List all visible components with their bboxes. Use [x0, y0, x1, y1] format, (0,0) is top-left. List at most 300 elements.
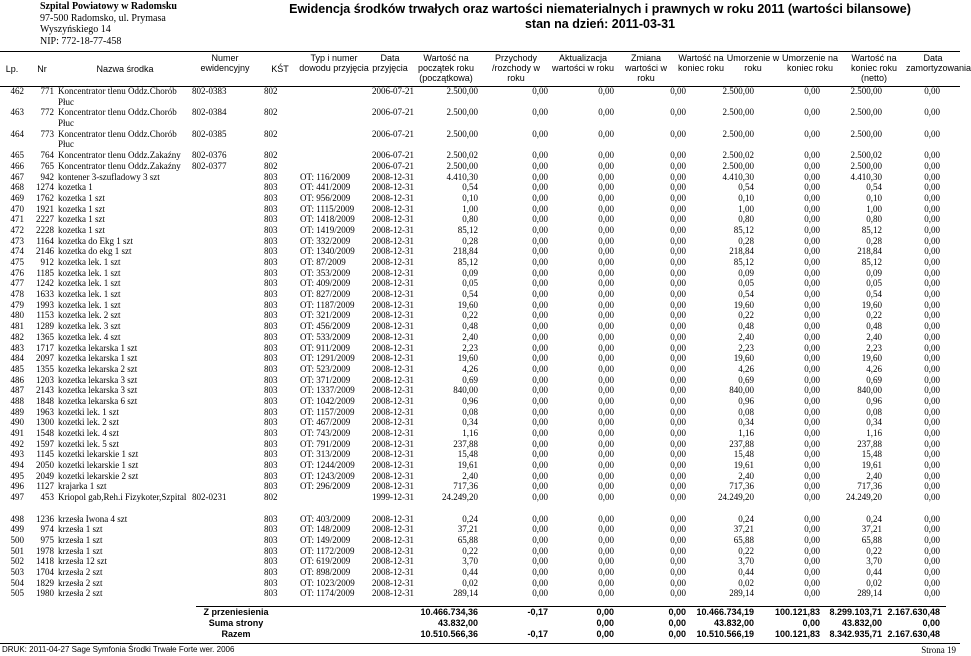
cell-name: kozetki lek. 1 szt: [58, 406, 119, 417]
cell-v4: 0,00: [670, 534, 686, 545]
cell-v2: 0,00: [532, 577, 548, 588]
cell-kst: 803: [264, 278, 278, 289]
col-v5: Wartość na koniec roku: [677, 53, 725, 73]
cell-v1: 2.500,00: [446, 128, 478, 139]
document-title: [240, 2, 960, 32]
cell-date: 2008-12-31: [372, 299, 414, 310]
cell-v7: 0,96: [866, 395, 882, 406]
cell-v2: 0,00: [532, 310, 548, 321]
cell-name: krzesła 1 szt: [58, 545, 103, 556]
cell-kst: 802: [264, 128, 278, 139]
cell-lp: 477: [10, 278, 24, 289]
cell-typ: OT: 441/2009: [300, 182, 351, 193]
col-v9: Data zamortyzowania: [906, 53, 971, 73]
cell-v7: 218,84: [857, 246, 882, 257]
cell-v3: 0,00: [598, 534, 614, 545]
cell-v6: 0,00: [804, 374, 820, 385]
summary-v4: 0,00: [668, 629, 686, 639]
cell-v3: 0,00: [598, 342, 614, 353]
cell-name: Koncentrator tlenu Oddz.Zakaźny: [58, 150, 181, 161]
cell-v1: 0,28: [462, 235, 478, 246]
cell-kst: 803: [264, 470, 278, 481]
summary-v2: -0,17: [527, 629, 548, 639]
table-row: [0, 129, 960, 150]
cell-typ: OT: 619/2009: [300, 556, 351, 567]
cell-v8: 0,00: [924, 492, 940, 503]
org-nip: NIP: 772-18-77-458: [40, 35, 122, 47]
cell-nr: 912: [40, 257, 54, 268]
cell-v7: 0,54: [866, 289, 882, 300]
cell-name: kozetka lek. 4 szt: [58, 331, 121, 342]
column-headers: [0, 51, 971, 87]
cell-v6: 0,00: [804, 524, 820, 535]
cell-v5: 2.500,00: [722, 86, 754, 96]
summary-v5: 43.832,00: [713, 618, 754, 628]
cell-v5: 0,05: [738, 278, 754, 289]
cell-nr: 1242: [36, 278, 54, 289]
cell-v8: 0,00: [924, 192, 940, 203]
table-row: [0, 556, 960, 567]
summary-v4: 0,00: [668, 607, 686, 617]
cell-v1: 3,70: [462, 556, 478, 567]
cell-lp: 496: [10, 481, 24, 492]
cell-typ: OT: 523/2009: [300, 363, 351, 374]
cell-name: Koncentrator tlenu Oddz.Chorób Płuc: [58, 128, 177, 150]
cell-v4: 0,00: [670, 321, 686, 332]
table-row: [0, 449, 960, 460]
cell-typ: OT: 1243/2009: [300, 470, 355, 481]
cell-typ: OT: 313/2009: [300, 449, 351, 460]
cell-date: 2008-12-31: [372, 449, 414, 460]
cell-v8: 0,00: [924, 470, 940, 481]
cell-typ: OT: 956/2009: [300, 192, 351, 203]
cell-date: 2008-12-31: [372, 278, 414, 289]
print-info: DRUK: 2011-04-27 Sage Symfonia Środki Trwałe Forte wer. 2006: [2, 645, 235, 654]
cell-typ: OT: 148/2009: [300, 524, 351, 535]
cell-typ: OT: 403/2009: [300, 513, 351, 524]
cell-v4: 0,00: [670, 492, 686, 503]
table-row: [0, 225, 960, 236]
table-row: [0, 321, 960, 332]
cell-v7: 4,26: [866, 363, 882, 374]
cell-v6: 0,00: [804, 171, 820, 182]
cell-v3: 0,00: [598, 310, 614, 321]
cell-typ: OT: 116/2009: [300, 171, 350, 182]
cell-date: 2008-12-31: [372, 289, 414, 300]
cell-typ: OT: 1419/2009: [300, 224, 355, 235]
table-row: [0, 364, 960, 375]
cell-date: 2008-12-31: [372, 534, 414, 545]
cell-v3: 0,00: [598, 577, 614, 588]
cell-v5: 0,80: [738, 214, 754, 225]
cell-v5: 0,34: [738, 417, 754, 428]
cell-kst: 803: [264, 449, 278, 460]
cell-date: 1999-12-31: [372, 492, 414, 503]
col-kst: KŚT: [271, 64, 289, 74]
cell-v7: 19,60: [861, 353, 882, 364]
table-row: [0, 417, 960, 428]
cell-typ: OT: 332/2009: [300, 235, 351, 246]
cell-lp: 488: [10, 395, 24, 406]
cell-v5: 0,54: [738, 182, 754, 193]
cell-nr: 1921: [36, 203, 54, 214]
cell-v6: 0,00: [804, 224, 820, 235]
org-name: Szpital Powiatowy w Radomsku: [40, 1, 177, 12]
cell-v4: 0,00: [670, 192, 686, 203]
summary-v2: -0,17: [527, 607, 548, 617]
cell-v4: 0,00: [670, 299, 686, 310]
cell-typ: OT: 1337/2009: [300, 385, 355, 396]
cell-v6: 0,00: [804, 481, 820, 492]
cell-name: kozetka lek. 1 szt: [58, 278, 121, 289]
cell-v6: 0,00: [804, 310, 820, 321]
summary-v7: 8.299.103,71: [829, 607, 882, 617]
table-row: [0, 107, 960, 128]
col-lp: Lp.: [5, 64, 19, 74]
cell-kst: 803: [264, 395, 278, 406]
cell-typ: OT: 321/2009: [300, 310, 351, 321]
cell-v8: 0,00: [924, 374, 940, 385]
cell-v8: 0,00: [924, 353, 940, 364]
cell-date: 2008-12-31: [372, 460, 414, 471]
cell-name: kozetki lek. 5 szt: [58, 438, 119, 449]
cell-kst: 802: [264, 86, 278, 96]
cell-v7: 65,88: [861, 534, 882, 545]
cell-v1: 19,61: [457, 460, 478, 471]
cell-v6: 0,00: [804, 449, 820, 460]
cell-v4: 0,00: [670, 214, 686, 225]
cell-kst: 803: [264, 363, 278, 374]
cell-v6: 0,00: [804, 567, 820, 577]
cell-kst: 802: [264, 150, 278, 161]
cell-v7: 19,60: [861, 299, 882, 310]
cell-date: 2008-12-31: [372, 588, 414, 599]
cell-v4: 0,00: [670, 449, 686, 460]
cell-v4: 0,00: [670, 470, 686, 481]
cell-v8: 0,00: [924, 278, 940, 289]
cell-v1: 0,10: [462, 192, 478, 203]
cell-v3: 0,00: [598, 492, 614, 503]
cell-date: 2008-12-31: [372, 438, 414, 449]
cell-v1: 840,00: [453, 385, 478, 396]
cell-v5: 0,22: [738, 310, 754, 321]
cell-ewid: 802-0376: [192, 150, 227, 161]
cell-v3: 0,00: [598, 331, 614, 342]
cell-nr: 1289: [36, 321, 54, 332]
cell-lp: 500: [10, 534, 24, 545]
table-row: [0, 278, 960, 289]
cell-v1: 717,36: [453, 481, 478, 492]
table-row: [0, 236, 960, 247]
cell-v1: 0,34: [462, 417, 478, 428]
cell-v2: 0,00: [532, 567, 548, 577]
table-row: [0, 439, 960, 450]
cell-v5: 0,44: [738, 567, 754, 577]
cell-v1: 65,88: [457, 534, 478, 545]
cell-v8: 0,00: [924, 438, 940, 449]
cell-v3: 0,00: [598, 449, 614, 460]
cell-lp: 505: [10, 588, 24, 599]
cell-kst: 803: [264, 246, 278, 257]
cell-v8: 0,00: [924, 406, 940, 417]
cell-v7: 37,21: [861, 524, 882, 535]
cell-kst: 803: [264, 342, 278, 353]
cell-v8: 0,00: [924, 534, 940, 545]
cell-v8: 0,00: [924, 331, 940, 342]
cell-date: 2008-12-31: [372, 192, 414, 203]
cell-v1: 4.410,30: [446, 171, 478, 182]
table-row: [0, 535, 960, 546]
summary-block: [196, 606, 946, 641]
cell-lp: 470: [10, 203, 24, 214]
cell-lp: 495: [10, 470, 24, 481]
cell-v4: 0,00: [670, 460, 686, 471]
cell-v4: 0,00: [670, 577, 686, 588]
cell-v6: 0,00: [804, 321, 820, 332]
cell-nr: 1597: [36, 438, 54, 449]
cell-lp: 482: [10, 331, 24, 342]
cell-v2: 0,00: [532, 449, 548, 460]
cell-nr: 1203: [36, 374, 54, 385]
cell-v8: 0,00: [924, 235, 940, 246]
cell-v7: 0,08: [866, 406, 882, 417]
cell-typ: OT: 371/2009: [300, 374, 351, 385]
cell-v3: 0,00: [598, 214, 614, 225]
cell-typ: OT: 1418/2009: [300, 214, 355, 225]
cell-v4: 0,00: [670, 331, 686, 342]
table-row: [0, 428, 960, 439]
cell-lp: 499: [10, 524, 24, 535]
table-row: [0, 375, 960, 386]
cell-v6: 0,00: [804, 278, 820, 289]
cell-v1: 218,84: [453, 246, 478, 257]
cell-v1: 0,09: [462, 267, 478, 278]
cell-name: Koncentrator tlenu Oddz.Chorób Płuc: [58, 107, 177, 129]
cell-nr: 1963: [36, 406, 54, 417]
cell-nr: 772: [40, 107, 54, 118]
cell-typ: OT: 456/2009: [300, 321, 351, 332]
summary-v7: 8.342.935,71: [829, 629, 882, 639]
cell-date: 2008-12-31: [372, 321, 414, 332]
cell-kst: 803: [264, 577, 278, 588]
cell-v5: 237,88: [729, 438, 754, 449]
cell-v6: 0,00: [804, 214, 820, 225]
cell-v1: 0,80: [462, 214, 478, 225]
cell-ewid: 802-0384: [192, 107, 227, 118]
cell-typ: OT: 1023/2009: [300, 577, 355, 588]
cell-v1: 2,40: [462, 331, 478, 342]
cell-v3: 0,00: [598, 363, 614, 374]
summary-row: [196, 629, 946, 640]
cell-v3: 0,00: [598, 406, 614, 417]
summary-v3: 0,00: [596, 629, 614, 639]
cell-v3: 0,00: [598, 160, 614, 171]
cell-v7: 0,22: [866, 545, 882, 556]
cell-v6: 0,00: [804, 460, 820, 471]
cell-v7: 1,00: [866, 203, 882, 214]
cell-v6: 0,00: [804, 353, 820, 364]
cell-v1: 0,69: [462, 374, 478, 385]
table-row: [0, 492, 960, 513]
cell-v3: 0,00: [598, 128, 614, 139]
cell-v3: 0,00: [598, 385, 614, 396]
cell-nr: 1633: [36, 289, 54, 300]
cell-v6: 0,00: [804, 257, 820, 268]
cell-name: kozetka lek. 1 szt: [58, 299, 121, 310]
cell-v3: 0,00: [598, 278, 614, 289]
cell-v8: 0,00: [924, 567, 940, 577]
cell-v8: 0,00: [924, 363, 940, 374]
cell-v7: 0,80: [866, 214, 882, 225]
cell-nr: 2097: [36, 353, 54, 364]
cell-v5: 2,40: [738, 331, 754, 342]
cell-v3: 0,00: [598, 545, 614, 556]
cell-v7: 289,14: [857, 588, 882, 599]
cell-v7: 0,34: [866, 417, 882, 428]
cell-v3: 0,00: [598, 524, 614, 535]
cell-lp: 463: [10, 107, 24, 118]
cell-typ: OT: 791/2009: [300, 438, 351, 449]
cell-v7: 3,70: [866, 556, 882, 567]
cell-v8: 0,00: [924, 385, 940, 396]
cell-kst: 803: [264, 310, 278, 321]
cell-v4: 0,00: [670, 246, 686, 257]
cell-v3: 0,00: [598, 182, 614, 193]
cell-v5: 2,23: [738, 342, 754, 353]
cell-v4: 0,00: [670, 385, 686, 396]
cell-v4: 0,00: [670, 428, 686, 439]
col-v4: Zmiana wartości w roku: [624, 53, 667, 83]
cell-date: 2008-12-31: [372, 214, 414, 225]
cell-v6: 0,00: [804, 492, 820, 503]
cell-v6: 0,00: [804, 182, 820, 193]
col-nr: Nr: [37, 64, 47, 74]
cell-kst: 803: [264, 224, 278, 235]
cell-date: 2008-12-31: [372, 342, 414, 353]
cell-nr: 764: [40, 150, 54, 161]
cell-v2: 0,00: [532, 363, 548, 374]
cell-kst: 803: [264, 299, 278, 310]
summary-v6: 100.121,83: [774, 607, 820, 617]
cell-v4: 0,00: [670, 182, 686, 193]
cell-nr: 1274: [36, 182, 54, 193]
cell-typ: OT: 1244/2009: [300, 460, 355, 471]
cell-v7: 1,16: [866, 428, 882, 439]
table-row: [0, 310, 960, 321]
summary-v6: 100.121,83: [774, 629, 820, 639]
cell-v7: 2,23: [866, 342, 882, 353]
cell-v1: 85,12: [457, 224, 478, 235]
cell-ewid: 802-0385: [192, 128, 227, 139]
cell-kst: 803: [264, 182, 278, 193]
cell-v2: 0,00: [532, 406, 548, 417]
cell-v4: 0,00: [670, 342, 686, 353]
cell-v2: 0,00: [532, 417, 548, 428]
cell-v3: 0,00: [598, 460, 614, 471]
summary-v7: 43.832,00: [841, 618, 882, 628]
cell-v4: 0,00: [670, 160, 686, 171]
cell-v1: 289,14: [453, 588, 478, 599]
summary-v3: 0,00: [596, 607, 614, 617]
cell-v7: 237,88: [857, 438, 882, 449]
cell-v5: 0,24: [738, 513, 754, 524]
title-line2: stan na dzień: 2011-03-31: [524, 17, 676, 31]
cell-v3: 0,00: [598, 203, 614, 214]
cell-v3: 0,00: [598, 171, 614, 182]
cell-v4: 0,00: [670, 257, 686, 268]
cell-v2: 0,00: [532, 235, 548, 246]
summary-v1: 10.510.566,36: [420, 629, 478, 639]
cell-v4: 0,00: [670, 481, 686, 492]
cell-v7: 19,61: [861, 460, 882, 471]
cell-v6: 0,00: [804, 150, 820, 161]
cell-v8: 0,00: [924, 150, 940, 161]
cell-v7: 0,54: [866, 182, 882, 193]
cell-lp: 493: [10, 449, 24, 460]
cell-v8: 0,00: [924, 577, 940, 588]
cell-nr: 2146: [36, 246, 54, 257]
cell-lp: 480: [10, 310, 24, 321]
cell-v8: 0,00: [924, 417, 940, 428]
cell-kst: 803: [264, 417, 278, 428]
cell-v8: 0,00: [924, 246, 940, 257]
cell-v2: 0,00: [532, 128, 548, 139]
cell-v2: 0,00: [532, 257, 548, 268]
cell-lp: 489: [10, 406, 24, 417]
cell-date: 2008-12-31: [372, 374, 414, 385]
cell-nr: 975: [40, 534, 54, 545]
cell-v8: 0,00: [924, 224, 940, 235]
summary-v4: 0,00: [668, 618, 686, 628]
cell-v3: 0,00: [598, 567, 614, 577]
table-row: [0, 471, 960, 482]
cell-name: krzesła Iwona 4 szt: [58, 513, 128, 524]
cell-v2: 0,00: [532, 428, 548, 439]
cell-lp: 476: [10, 267, 24, 278]
cell-typ: OT: 1291/2009: [300, 353, 355, 364]
summary-v8: 0,00: [922, 618, 940, 628]
cell-v5: 19,60: [733, 299, 754, 310]
cell-v6: 0,00: [804, 534, 820, 545]
cell-v6: 0,00: [804, 299, 820, 310]
cell-nr: 2143: [36, 385, 54, 396]
cell-v6: 0,00: [804, 246, 820, 257]
col-v1: Wartość na początek roku (początkowa): [417, 53, 475, 83]
cell-v3: 0,00: [598, 438, 614, 449]
cell-v2: 0,00: [532, 171, 548, 182]
cell-v1: 37,21: [457, 524, 478, 535]
cell-v1: 19,60: [457, 299, 478, 310]
cell-nr: 2227: [36, 214, 54, 225]
cell-date: 2008-12-31: [372, 395, 414, 406]
cell-nr: 1848: [36, 395, 54, 406]
cell-name: kozetka lekarska 2 szt: [58, 363, 138, 374]
cell-typ: OT: 353/2009: [300, 267, 351, 278]
cell-v3: 0,00: [598, 374, 614, 385]
cell-kst: 803: [264, 374, 278, 385]
cell-v8: 0,00: [924, 257, 940, 268]
cell-name: krzesła 2 szt: [58, 567, 103, 577]
cell-lp: 474: [10, 246, 24, 257]
cell-v6: 0,00: [804, 203, 820, 214]
table-row: [0, 268, 960, 279]
cell-lp: 475: [10, 257, 24, 268]
cell-name: krzesła 12 szt: [58, 556, 107, 567]
cell-nr: 1980: [36, 588, 54, 599]
cell-name: kozetka lek. 3 szt: [58, 321, 121, 332]
cell-nr: 1127: [36, 481, 54, 492]
cell-name: kozetka lekarska 3 szt: [58, 374, 138, 385]
